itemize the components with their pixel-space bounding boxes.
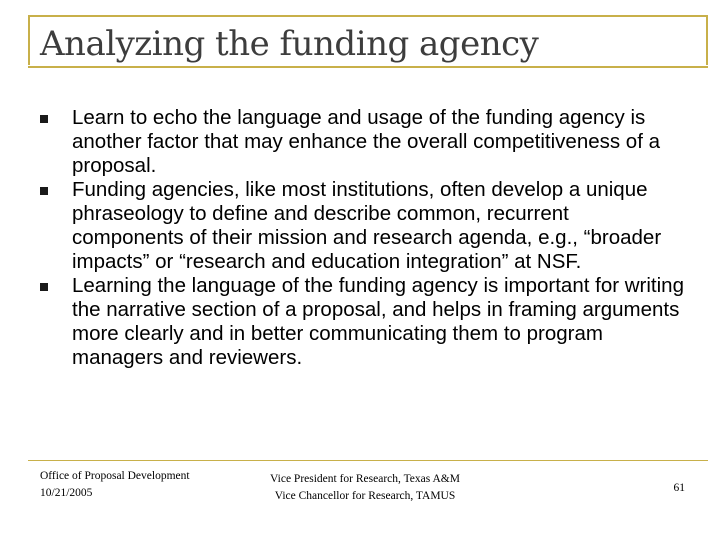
bullet-text-3: Learning the language of the funding agency is important for writing the narrative section of a proposal, and helps in framing arguments more clearly and in better communicating them to program managers and reviewers. (72, 274, 684, 369)
footer-office: Office of Proposal Development (40, 470, 190, 482)
bullet-item-2 (40, 178, 685, 274)
bullet-item-1 (40, 106, 685, 178)
footer-center (250, 471, 480, 505)
bullet-item-3 (40, 274, 685, 370)
frame-top-line (28, 15, 708, 17)
bullet-text-2: Funding agencies, like most institutions, often develop a unique phraseology to define and describe common, recurrent components of their mission and research agenda, e.g., “broader impacts” or “research and education integration” at NSF. (72, 178, 662, 273)
footer-date: 10/21/2005 (40, 487, 93, 499)
footer-vp-research: Vice President for Research, Texas A&M (270, 473, 460, 485)
bullet-text-1: Learn to echo the language and usage of the funding agency is another factor that may enhance the overall competitiveness of a proposal. (72, 106, 661, 177)
frame-right-line (706, 15, 708, 65)
bullet-list (40, 106, 685, 370)
slide-title: Analyzing the funding agency (40, 24, 539, 64)
footer-vice-chancellor: Vice Chancellor for Research, TAMUS (274, 490, 456, 502)
square-bullet-icon (40, 187, 48, 195)
footer-left (40, 468, 190, 502)
page-number: 61 (673, 482, 685, 494)
footer-divider (28, 460, 708, 461)
square-bullet-icon (40, 115, 48, 123)
frame-left-line (28, 15, 30, 65)
square-bullet-icon (40, 283, 48, 291)
title-underline (28, 66, 708, 68)
